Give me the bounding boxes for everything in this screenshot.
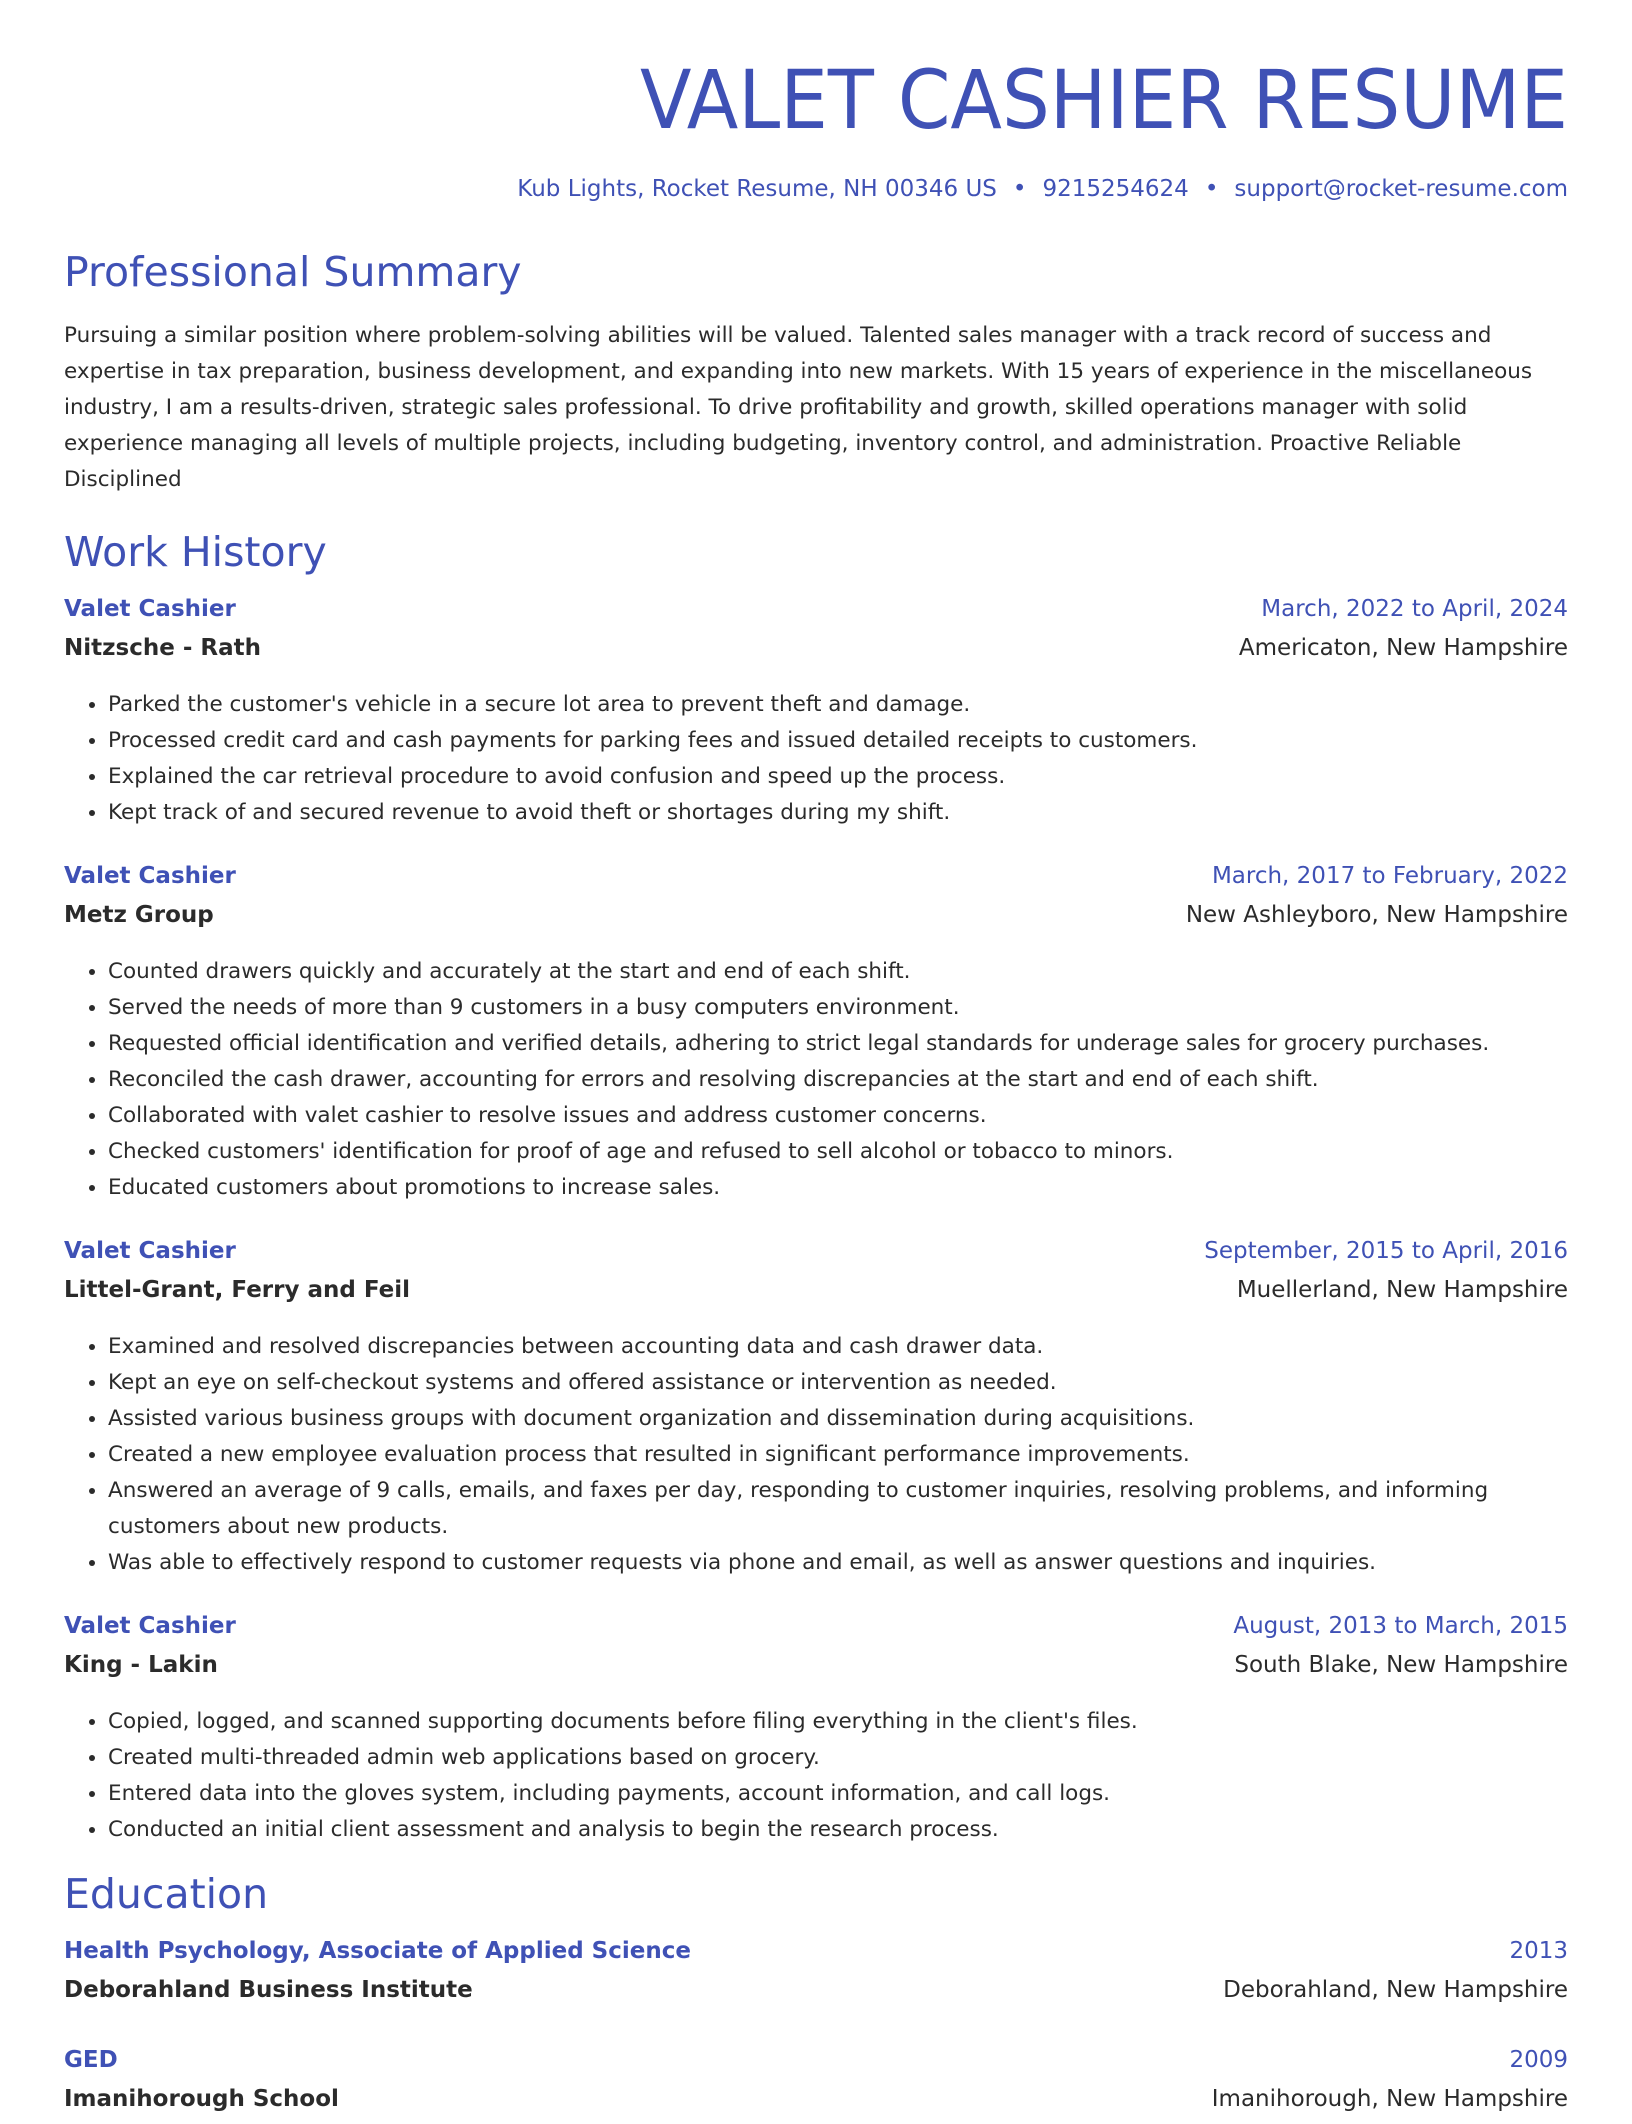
job-bullet: • Counted drawers quickly and accurately at the start and end of each shift. xyxy=(108,954,1568,990)
job-bullet: • Created a new employee evaluation process that resulted in significant performance improvements. xyxy=(108,1437,1568,1473)
education-year: 2009 xyxy=(1509,2047,1568,2073)
job-bullet-list xyxy=(64,1329,1568,1581)
job-company-row xyxy=(64,902,1568,940)
job-bullet: • Copied, logged, and scanned supporting documents before filing everything in the client's files. xyxy=(108,1704,1568,1740)
job-bullet: • Kept an eye on self-checkout systems and offered assistance or intervention as needed. xyxy=(108,1365,1568,1401)
job-bullet: • Answered an average of 9 calls, emails, and faxes per day, responding to customer inquiries, resolving problems, and informing customers about new products. xyxy=(108,1473,1568,1545)
job-bullet: • Educated customers about promotions to increase sales. xyxy=(108,1170,1568,1206)
job-dates: September, 2015 to April, 2016 xyxy=(1204,1238,1568,1264)
job-bullet: • Conducted an initial client assessment and analysis to begin the research process. xyxy=(108,1812,1568,1848)
resume-title: VALET CASHIER RESUME xyxy=(640,54,1568,148)
job-bullet-list xyxy=(64,1704,1568,1848)
job-entry xyxy=(64,596,1568,831)
education-entry xyxy=(64,2047,1568,2124)
education-header-row xyxy=(64,1938,1568,1977)
job-dates: March, 2022 to April, 2024 xyxy=(1261,596,1568,622)
job-bullet: • Assisted various business groups with document organization and dissemination during acquisitions. xyxy=(108,1401,1568,1437)
summary-text: Pursuing a similar position where problem-solving abilities will be valued. Talented sales manager with a track record of success and expertise in tax preparation, business development, and expanding into new markets. With 15 years of experience in the miscellaneous industry, I am a results-driven, strategic sales professional. To drive profitability and growth, skilled operations manager with solid experience managing all levels of multiple projects, including budgeting, inventory control, and administration. Proactive Reliable Disciplined xyxy=(64,323,1533,492)
address-text: Kub Lights, Rocket Resume, NH 00346 US xyxy=(517,176,997,202)
job-dates: August, 2013 to March, 2015 xyxy=(1233,1613,1568,1639)
job-company-row xyxy=(64,1652,1568,1690)
phone-text: 9215254624 xyxy=(1042,176,1189,202)
job-entry xyxy=(64,1613,1568,1848)
education-school-row xyxy=(64,1977,1568,2015)
education-entry xyxy=(64,1938,1568,2015)
job-header-row xyxy=(64,1613,1568,1652)
job-bullet: • Processed credit card and cash payments for parking fees and issued detailed receipts to customers. xyxy=(108,723,1568,759)
job-header-row xyxy=(64,863,1568,902)
job-company: Littel-Grant, Ferry and Feil xyxy=(64,1277,410,1303)
education-location: Deborahland, New Hampshire xyxy=(1223,1977,1568,2003)
job-bullet: • Kept track of and secured revenue to avoid theft or shortages during my shift. xyxy=(108,795,1568,831)
job-entry xyxy=(64,863,1568,1206)
job-bullet: • Collaborated with valet cashier to resolve issues and address customer concerns. xyxy=(108,1098,1568,1134)
education-year: 2013 xyxy=(1509,1938,1568,1964)
education-school: Imanihorough School xyxy=(64,2086,339,2112)
education-school-row xyxy=(64,2086,1568,2124)
separator-dot: • xyxy=(1012,176,1027,202)
education-degree: Health Psychology, Associate of Applied Science xyxy=(64,1938,691,1964)
job-bullet-list xyxy=(64,687,1568,831)
job-bullet: • Was able to effectively respond to customer requests via phone and email, as well as answer questions and inquiries. xyxy=(108,1545,1568,1581)
job-bullet-list xyxy=(64,954,1568,1206)
job-dates: March, 2017 to February, 2022 xyxy=(1211,863,1568,889)
job-company: King - Lakin xyxy=(64,1652,218,1678)
job-bullet: • Examined and resolved discrepancies between accounting data and cash drawer data. xyxy=(108,1329,1568,1365)
education-list xyxy=(64,1938,1568,2124)
job-company-row xyxy=(64,635,1568,673)
job-role: Valet Cashier xyxy=(64,1238,236,1264)
email-link[interactable]: support@rocket-resume.com xyxy=(1234,176,1568,202)
job-role: Valet Cashier xyxy=(64,863,236,889)
job-bullet: • Created multi-threaded admin web applications based on grocery. xyxy=(108,1740,1568,1776)
job-header-row xyxy=(64,1238,1568,1277)
job-bullet: • Explained the car retrieval procedure to avoid confusion and speed up the process. xyxy=(108,759,1568,795)
job-entry xyxy=(64,1238,1568,1581)
education-school: Deborahland Business Institute xyxy=(64,1977,473,2003)
job-location: New Ashleyboro, New Hampshire xyxy=(1185,902,1568,928)
job-company-row xyxy=(64,1277,1568,1315)
job-location: Muellerland, New Hampshire xyxy=(1236,1277,1568,1303)
job-company: Metz Group xyxy=(64,902,214,928)
job-location: South Blake, New Hampshire xyxy=(1234,1652,1568,1678)
job-bullet: • Requested official identification and verified details, adhering to strict legal standards for underage sales for grocery purchases. xyxy=(108,1026,1568,1062)
work-history-list xyxy=(64,596,1568,1848)
resume-page xyxy=(64,0,1568,2124)
job-bullet: • Parked the customer's vehicle in a secure lot area to prevent theft and damage. xyxy=(108,687,1568,723)
job-role: Valet Cashier xyxy=(64,1613,236,1639)
job-bullet: • Reconciled the cash drawer, accounting for errors and resolving discrepancies at the start and end of each shift. xyxy=(108,1062,1568,1098)
job-bullet: • Entered data into the gloves system, including payments, account information, and call logs. xyxy=(108,1776,1568,1812)
summary-heading: Professional Summary xyxy=(64,248,522,296)
job-role: Valet Cashier xyxy=(64,596,236,622)
job-company: Nitzsche - Rath xyxy=(64,635,261,661)
job-bullet: • Checked customers' identification for proof of age and refused to sell alcohol or tobacco to minors. xyxy=(108,1134,1568,1170)
education-location: Imanihorough, New Hampshire xyxy=(1211,2086,1568,2112)
work-history-heading: Work History xyxy=(64,528,327,576)
job-header-row xyxy=(64,596,1568,635)
education-heading: Education xyxy=(64,1870,269,1918)
job-location: Americaton, New Hampshire xyxy=(1238,635,1568,661)
education-degree: GED xyxy=(64,2047,118,2073)
education-header-row xyxy=(64,2047,1568,2086)
contact-line xyxy=(64,176,1568,202)
separator-dot: • xyxy=(1204,176,1219,202)
job-bullet: • Served the needs of more than 9 customers in a busy computers environment. xyxy=(108,990,1568,1026)
